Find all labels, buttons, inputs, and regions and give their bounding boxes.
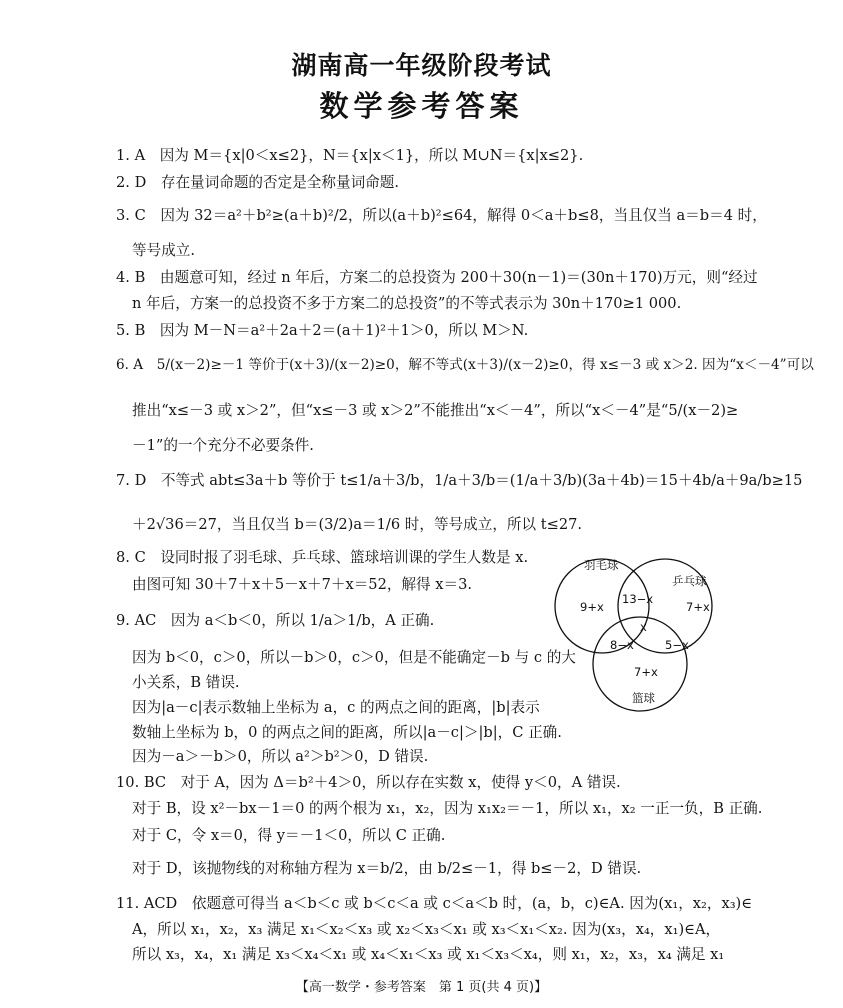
page-title: 湖南高一年级阶段考试 — [291, 51, 552, 80]
region-pingpong-only: 7+x — [686, 600, 710, 614]
region-basketball-only: 7+x — [634, 665, 658, 679]
region-badminton-basketball: 8−x — [610, 638, 634, 652]
answer-line: 11. ACD 依题意可得当 a＜b＜c 或 b＜c＜a 或 c＜a＜b 时，(a，b，c)∈A. 因为(x₁，x₂，x₃)∈ — [116, 895, 753, 912]
answer-line: 对于 B，设 x²－bx－1＝0 的两个根为 x₁，x₂，因为 x₁x₂＝－1，所以 x₁，x₂ 一正一负，B 正确. — [132, 800, 763, 817]
answer-line: 由图可知 30＋7＋x＋5－x＋7＋x＝52，解得 x＝3. — [132, 576, 473, 593]
answer-line: －1”的一个充分不必要条件. — [132, 437, 314, 454]
answer-line: 8. C 设同时报了羽毛球、乒乓球、篮球培训课的学生人数是 x. — [116, 549, 529, 566]
answer-line: 对于 D，该抛物线的对称轴方程为 x＝b/2，由 b/2≤－1，得 b≤－2，D 错误. — [132, 860, 642, 877]
page-subtitle: 数学参考答案 — [319, 89, 524, 123]
answer-line: n 年后，方案一的总投资不多于方案二的总投资”的不等式表示为 30n＋170≥1 000. — [132, 295, 682, 312]
answer-line: 所以 x₃，x₄，x₁ 满足 x₃＜x₄＜x₁ 或 x₄＜x₁＜x₃ 或 x₁＜x₃＜x₄，则 x₁，x₂，x₃，x₄ 满足 x₁ — [132, 946, 725, 963]
answer-line: 3. C 因为 32＝a²＋b²≥(a＋b)²/2，所以(a＋b)²≤64，解得 0＜a＋b≤8，当且仅当 a＝b＝4 时， — [116, 207, 767, 224]
answer-line: A，所以 x₁，x₂，x₃ 满足 x₁＜x₂＜x₃ 或 x₂＜x₃＜x₁ 或 x₃＜x₁＜x₂. 因为(x₃，x₄，x₁)∈A， — [132, 921, 721, 938]
answer-line: 7. D 不等式 abt≤3a＋b 等价于 t≤1/a＋3/b，1/a＋3/b＝(1/a＋3/b)(3a＋4b)＝15＋4b/a＋9a/b≥15 — [116, 472, 803, 489]
answer-line: ＋2√36＝27，当且仅当 b＝(3/2)a＝1/6 时，等号成立，所以 t≤27. — [132, 516, 583, 533]
page-footer: 【高一数学・参考答案 第 1 页(共 4 页)】 — [295, 980, 548, 995]
label-pingpong: 乒乓球 — [672, 574, 707, 588]
label-badminton: 羽毛球 — [584, 558, 619, 572]
answer-line: 因为－a＞－b＞0，所以 a²＞b²＞0，D 错误. — [132, 748, 429, 765]
region-badminton-only: 9+x — [580, 600, 604, 614]
answer-line: 2. D 存在量词命题的否定是全称量词命题. — [116, 174, 399, 191]
answer-line: 因为 b＜0，c＞0，所以－b＞0，c＞0，但是不能确定－b 与 c 的大 — [132, 649, 576, 666]
answer-line: 对于 C，令 x＝0，得 y＝－1＜0，所以 C 正确. — [132, 827, 446, 844]
answer-line: 6. A 5/(x－2)≥－1 等价于(x＋3)/(x－2)≥0，解不等式(x＋3)/(x－2)≥0，得 x≤－3 或 x＞2. 因为“x＜－4”可以 — [116, 357, 814, 373]
answer-line: 10. BC 对于 A，因为 Δ＝b²＋4＞0，所以存在实数 x，使得 y＜0，A 错误. — [116, 774, 621, 791]
region-badminton-pingpong: 13−x — [622, 592, 654, 606]
answer-line: 推出“x≤－3 或 x＞2”，但“x≤－3 或 x＞2”不能推出“x＜－4”，所以“x＜－4”是“5/(x－2)≥ — [132, 402, 739, 419]
answer-line: 数轴上坐标为 b，0 的两点之间的距离，所以|a－c|＞|b|，C 正确. — [132, 724, 562, 741]
answer-line: 等号成立. — [132, 242, 196, 259]
answer-line: 5. B 因为 M－N＝a²＋2a＋2＝(a＋1)²＋1＞0，所以 M＞N. — [116, 322, 529, 339]
answer-line: 1. A 因为 M＝{x|0＜x≤2}，N＝{x|x＜1}，所以 M∪N＝{x|x≤2}. — [116, 147, 584, 164]
venn-diagram — [546, 542, 736, 732]
answer-line: 4. B 由题意可知，经过 n 年后，方案二的总投资为 200＋30(n－1)＝(30n＋170)万元，则“经过 — [116, 269, 758, 286]
answer-line: 因为|a－c|表示数轴上坐标为 a，c 的两点之间的距离，|b|表示 — [132, 699, 540, 716]
region-pingpong-basketball: 5−x — [665, 638, 689, 652]
answer-line: 小关系，B 错误. — [132, 674, 240, 691]
region-center: x — [640, 620, 647, 634]
label-basketball: 篮球 — [632, 691, 655, 705]
answer-line: 9. AC 因为 a＜b＜0，所以 1/a＞1/b，A 正确. — [116, 612, 435, 629]
